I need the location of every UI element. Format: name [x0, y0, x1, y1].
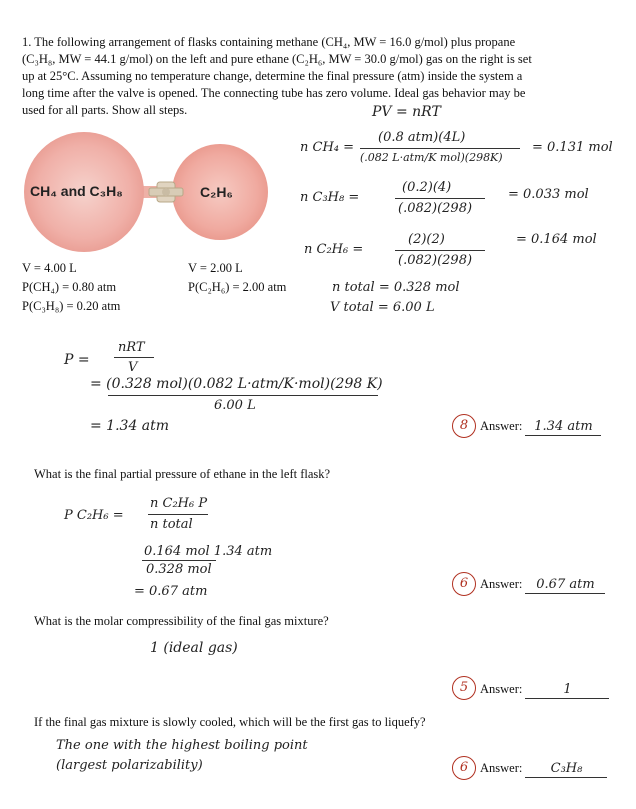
problem-line-1: 1. The following arrangement of flasks containing methane (CH₄, MW = 16.0 g/mol) plus propane [22, 35, 516, 49]
p-eq-denominator: V [128, 360, 138, 375]
answer-4 [480, 760, 607, 778]
score-circle: 6 [452, 756, 476, 780]
problem-line-3: up at 25°C. Assuming no temperature change, determine the final pressure (atm) inside the system a [22, 69, 523, 83]
left-pressure-ch4: P(CH₄) = 0.80 atm [22, 280, 117, 294]
score-circle: 5 [452, 676, 476, 700]
right-volume: V = 2.00 L [188, 261, 243, 275]
left-pressure-c3h8: P(C₃H₈) = 0.20 atm [22, 299, 121, 313]
n-c3h8-result: = 0.033 mol [508, 187, 589, 202]
p-eq-numerator: nRT [118, 340, 145, 355]
answer-3 [480, 681, 609, 699]
n-ch4-result: = 0.131 mol [532, 140, 613, 155]
fraction-bar [142, 560, 216, 561]
question-4: If the final gas mixture is slowly cooled, which will be the first gas to liquefy? [34, 715, 426, 729]
answer-label: Answer: [480, 419, 523, 433]
n-ch4-denominator: (.082 L·atm/K mol)(298K) [360, 151, 503, 164]
answer-1-value: 1.34 atm [525, 419, 601, 436]
p-calculation: = (0.328 mol)(0.082 L·atm/K·mol)(298 K) [90, 376, 383, 392]
q4-work-line-1: The one with the highest boiling point [56, 738, 308, 753]
q3-work: 1 (ideal gas) [150, 640, 238, 656]
answer-2-value: 0.67 atm [525, 577, 605, 594]
left-volume: V = 4.00 L [22, 261, 77, 275]
q2-step-numerator: 0.164 mol 1.34 atm [144, 544, 273, 559]
question-3: What is the molar compressibility of the final gas mixture? [34, 614, 329, 628]
answer-3-value: 1 [525, 682, 609, 699]
n-ch4-label: n CH₄ = [300, 140, 355, 155]
answer-2 [480, 576, 605, 594]
fraction-bar [360, 148, 520, 149]
score-circle: 8 [452, 414, 476, 438]
score-circle: 6 [452, 572, 476, 596]
fraction-bar [395, 250, 485, 251]
fraction-bar [108, 395, 378, 396]
q2-fraction-numerator: n C₂H₆ P [150, 496, 208, 511]
problem-line-2: (C₃H₈, MW = 44.1 g/mol) on the left and pure ethane (C₂H₆, MW = 30.0 g/mol) gas on the right is set [22, 52, 532, 66]
p-result: = 1.34 atm [90, 418, 170, 434]
p-eq-label: P = [64, 352, 90, 368]
answer-1 [480, 418, 601, 436]
answer-label: Answer: [480, 761, 523, 775]
n-c3h8-numerator: (0.2)(4) [402, 180, 452, 195]
n-ch4-numerator: (0.8 atm)(4L) [378, 130, 466, 145]
problem-line-4: long time after the valve is opened. The connecting tube has zero volume. Ideal gas behavior may be [22, 86, 526, 100]
q2-step-denominator: 0.328 mol [146, 562, 212, 577]
n-c3h8-denominator: (.082)(298) [398, 201, 473, 216]
n-c2h6-result: = 0.164 mol [516, 232, 597, 247]
n-c2h6-label: n C₂H₆ = [304, 242, 364, 257]
answer-label: Answer: [480, 682, 523, 696]
q4-work-line-2: (largest polarizability) [56, 758, 203, 773]
fraction-bar [395, 198, 485, 199]
q2-result: = 0.67 atm [134, 584, 208, 599]
fraction-bar [114, 357, 154, 358]
v-total: V total = 6.00 L [330, 300, 435, 315]
n-c3h8-label: n C₃H₈ = [300, 190, 360, 205]
q2-lhs: P C₂H₆ = [64, 508, 124, 523]
q2-fraction-denominator: n total [150, 517, 193, 532]
p-calculation-denominator: 6.00 L [214, 398, 256, 413]
question-2: What is the final partial pressure of ethane in the left flask? [34, 467, 331, 481]
fraction-bar [148, 514, 208, 515]
pv-nrt: PV = nRT [372, 104, 441, 120]
problem-line-5: used for all parts. Show all steps. [22, 103, 188, 117]
right-flask-label: C₂H₆ [200, 184, 233, 200]
n-c2h6-denominator: (.082)(298) [398, 253, 473, 268]
n-c2h6-numerator: (2)(2) [408, 232, 445, 247]
right-pressure-c2h6: P(C₂H₆) = 2.00 atm [188, 280, 287, 294]
left-flask-label: CH₄ and C₃H₈ [30, 183, 123, 199]
n-total: n total = 0.328 mol [332, 280, 460, 295]
answer-label: Answer: [480, 577, 523, 591]
answer-4-value: C₃H₈ [525, 761, 607, 778]
